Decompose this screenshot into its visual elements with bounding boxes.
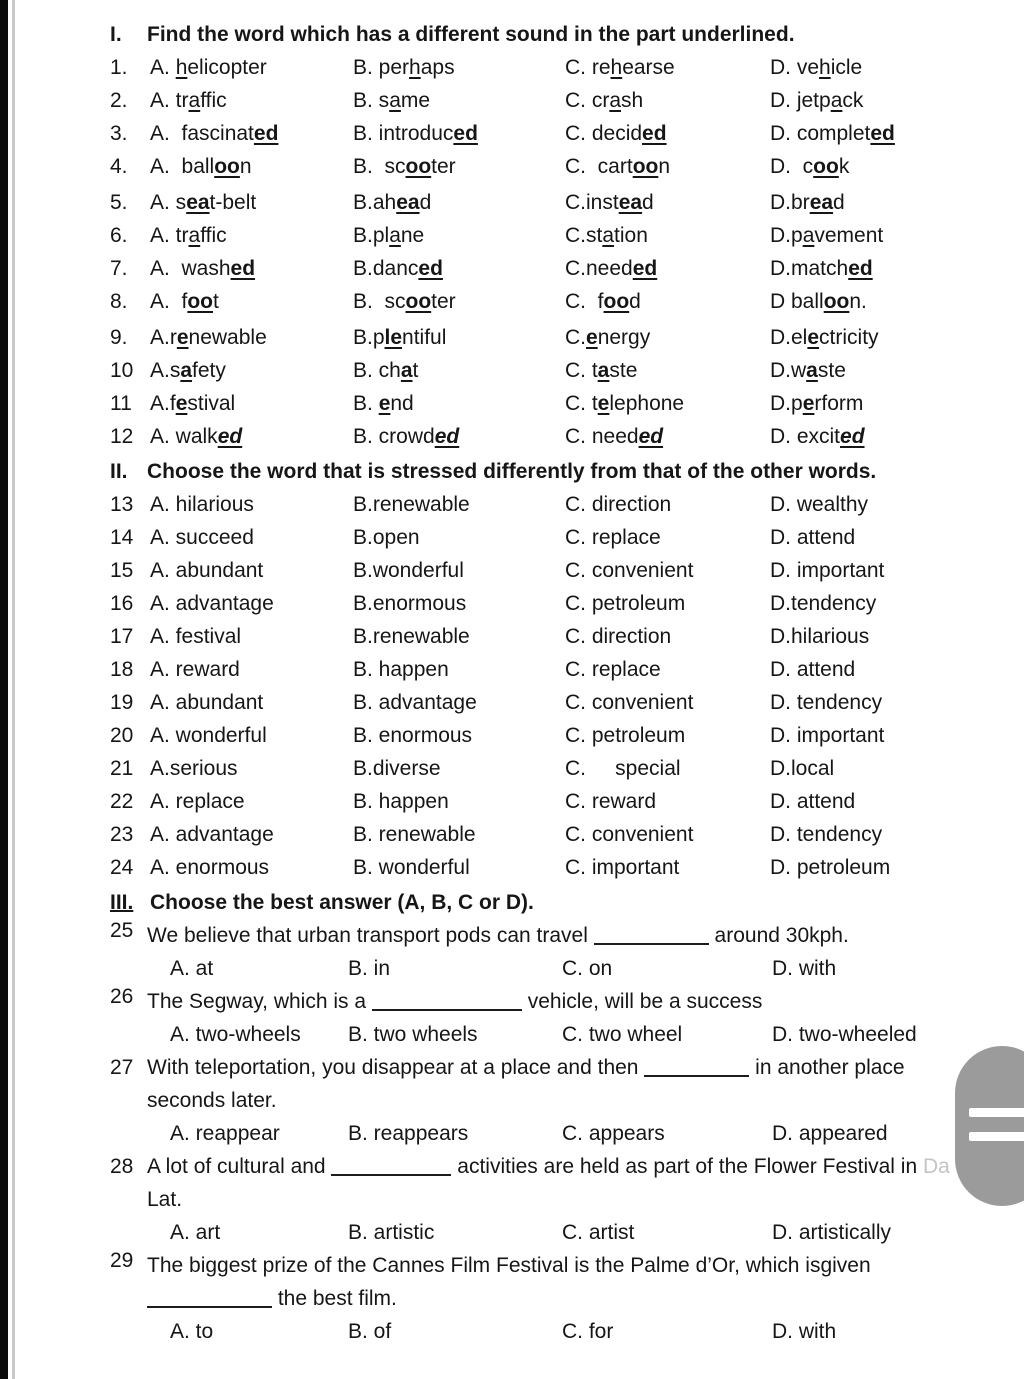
- answer-option: D. tendency: [770, 823, 883, 846]
- answer-option: A. two-wheels: [170, 1023, 301, 1046]
- answer-option: A. balloon: [150, 155, 252, 178]
- answer-option: C. needed: [565, 425, 664, 448]
- answer-blank: [372, 989, 522, 1011]
- answer-option: D. tendency: [770, 691, 883, 714]
- answer-option: B.wonderful: [353, 559, 464, 582]
- stress-question-row: [110, 653, 982, 686]
- answer-option: B. renewable: [353, 823, 476, 846]
- scan-left-edge: [0, 0, 8, 1379]
- answer-option: C. taste: [565, 359, 638, 382]
- question-number: 13: [110, 493, 134, 516]
- mcq-options-row: [110, 1315, 982, 1348]
- stress-question-row: [110, 620, 982, 653]
- mcq-question: [110, 1051, 982, 1117]
- answer-option: B.diverse: [353, 757, 441, 780]
- question-number: 18: [110, 658, 134, 681]
- question-number: 25: [110, 919, 134, 942]
- answer-option: D. with: [772, 1320, 837, 1343]
- underlined-part: a: [180, 359, 193, 382]
- worksheet-content: [110, 18, 982, 1348]
- answer-option: D.perform: [770, 392, 864, 415]
- answer-option: B. perhaps: [353, 56, 455, 79]
- stress-question-row: [110, 587, 982, 620]
- question-number: 19: [110, 691, 134, 714]
- answer-option: D. completed: [770, 122, 895, 145]
- section-3-header: [110, 886, 982, 919]
- mcq-options-row: [110, 1117, 982, 1150]
- answer-option: C. replace: [565, 526, 661, 549]
- answer-option: A. enormous: [150, 856, 270, 879]
- underlined-part: oo: [187, 290, 214, 313]
- answer-option: B. scooter: [353, 155, 456, 178]
- section-3-questions: [110, 919, 982, 1348]
- question-number: 15: [110, 559, 134, 582]
- underlined-part: h: [819, 56, 831, 79]
- sound-question-row: [110, 219, 982, 252]
- answer-option: D.electricity: [770, 326, 879, 349]
- answer-option: B. end: [353, 392, 414, 415]
- underlined-part: ea: [809, 191, 834, 214]
- question-number: 28: [110, 1155, 134, 1178]
- answer-option: C. replace: [565, 658, 661, 681]
- sound-question-row: [110, 252, 982, 285]
- answer-option: A. walked: [150, 425, 243, 448]
- underlined-part: ed: [642, 122, 667, 145]
- underlined-part: a: [400, 359, 413, 382]
- underlined-part: ed: [434, 425, 460, 448]
- answer-option: A. seat-belt: [150, 191, 257, 214]
- question-number: 20: [110, 724, 134, 747]
- underlined-part: ed: [453, 122, 478, 145]
- answer-option: A. abundant: [150, 691, 264, 714]
- underlined-part: e: [802, 392, 815, 415]
- underlined-part: ea: [186, 191, 210, 214]
- answer-option: A.renewable: [150, 326, 267, 349]
- underlined-part: a: [188, 89, 201, 112]
- sound-question-row: [110, 117, 982, 150]
- answer-option: A. art: [170, 1221, 221, 1244]
- sound-question-row: [110, 285, 982, 318]
- answer-option: B.plentiful: [353, 326, 447, 349]
- page-edge-line: [12, 0, 15, 1379]
- underlined-part: a: [602, 224, 615, 247]
- underlined-part: ea: [618, 191, 643, 214]
- answer-option: D.tendency: [770, 592, 877, 615]
- underlined-part: e: [597, 392, 610, 415]
- answer-option: A. to: [170, 1320, 214, 1343]
- question-number: 27: [110, 1056, 134, 1079]
- answer-option: C. convenient: [565, 559, 694, 582]
- answer-option: B.enormous: [353, 592, 467, 615]
- question-number: 26: [110, 985, 134, 1008]
- answer-option: D. wealthy: [770, 493, 869, 516]
- answer-option: D. with: [772, 957, 837, 980]
- answer-option: C.energy: [565, 326, 651, 349]
- underlined-part: ed: [253, 122, 279, 145]
- answer-option: D.pavement: [770, 224, 884, 247]
- section-3-number: III.: [110, 891, 134, 914]
- question-number: 24: [110, 856, 134, 879]
- question-number: 9.: [110, 326, 128, 349]
- answer-option: B. introduced: [353, 122, 478, 145]
- underlined-part: oo: [214, 155, 240, 178]
- answer-option: C.needed: [565, 257, 658, 280]
- answer-blank: [644, 1055, 749, 1077]
- answer-option: C. special: [565, 757, 681, 780]
- answer-option: D.waste: [770, 359, 846, 382]
- answer-option: C. important: [565, 856, 680, 879]
- sound-question-row: [110, 186, 982, 219]
- question-number: 17: [110, 625, 134, 648]
- answer-option: B.plane: [353, 224, 425, 247]
- answer-option: C. convenient: [565, 691, 694, 714]
- underlined-part: a: [389, 89, 401, 112]
- answer-option: B.open: [353, 526, 420, 549]
- question-number: 16: [110, 592, 134, 615]
- question-number: 14: [110, 526, 134, 549]
- answer-option: D. important: [770, 559, 885, 582]
- underlined-part: ed: [848, 257, 873, 280]
- answer-option: A.festival: [150, 392, 236, 415]
- answer-option: A. reward: [150, 658, 240, 681]
- mcq-options-row: [110, 952, 982, 985]
- answer-option: B. crowded: [353, 425, 460, 448]
- sound-question-row: [110, 150, 982, 183]
- answer-option: B. enormous: [353, 724, 473, 747]
- answer-option: B. advantage: [353, 691, 477, 714]
- question-number: 23: [110, 823, 134, 846]
- underlined-part: a: [830, 89, 843, 112]
- question-text: With teleportation, you disappear at a place and then in another place seconds later.: [147, 1056, 905, 1112]
- answer-blank: [147, 1286, 272, 1308]
- sound-question-row: [110, 420, 982, 453]
- answer-option: D. important: [770, 724, 885, 747]
- answer-option: B. artistic: [348, 1221, 435, 1244]
- stress-question-row: [110, 719, 982, 752]
- answer-option: B. in: [348, 957, 391, 980]
- underlined-part: a: [609, 89, 622, 112]
- stress-question-row: [110, 785, 982, 818]
- underlined-part: ed: [638, 425, 664, 448]
- stress-question-row: [110, 851, 982, 884]
- answer-option: B. of: [348, 1320, 392, 1343]
- mcq-question: [110, 919, 982, 952]
- question-text: We believe that urban transport pods can travel around 30kph.: [147, 924, 849, 947]
- underlined-part: ed: [230, 257, 256, 280]
- answer-option: B. happen: [353, 658, 449, 681]
- answer-option: D.hilarious: [770, 625, 870, 648]
- section-1-header: [110, 18, 982, 51]
- question-number: 1.: [110, 56, 128, 79]
- answer-option: C.station: [565, 224, 648, 247]
- answer-option: A. festival: [150, 625, 242, 648]
- answer-option: C. two wheel: [562, 1023, 683, 1046]
- underlined-part: ed: [870, 122, 895, 145]
- question-number: 4.: [110, 155, 128, 178]
- answer-option: D. petroleum: [770, 856, 891, 879]
- stress-question-row: [110, 752, 982, 785]
- answer-option: C. petroleum: [565, 724, 686, 747]
- stress-question-row: [110, 521, 982, 554]
- answer-option: A. at: [170, 957, 214, 980]
- answer-option: B.ahead: [353, 191, 432, 214]
- mcq-options-row: [110, 1216, 982, 1249]
- underlined-part: ed: [418, 257, 443, 280]
- sound-question-row: [110, 354, 982, 387]
- underlined-part: h: [610, 56, 623, 79]
- answer-option: C. decided: [565, 122, 667, 145]
- answer-option: C. rehearse: [565, 56, 675, 79]
- answer-option: A. abundant: [150, 559, 264, 582]
- answer-option: C. direction: [565, 625, 672, 648]
- overlapped-text: Da: [923, 1155, 950, 1178]
- stress-question-row: [110, 488, 982, 521]
- answer-option: A. foot: [150, 290, 219, 313]
- underlined-part: a: [802, 224, 815, 247]
- answer-option: D. two-wheeled: [772, 1023, 917, 1046]
- answer-option: A. succeed: [150, 526, 254, 549]
- answer-option: C. cartoon: [565, 155, 671, 178]
- underlined-part: a: [188, 224, 201, 247]
- answer-option: A. washed: [150, 257, 256, 280]
- answer-option: B.danced: [353, 257, 443, 280]
- underlined-part: le: [384, 326, 403, 349]
- underlined-part: ed: [217, 425, 243, 448]
- section-1-rows: [110, 51, 982, 453]
- answer-option: D. appeared: [772, 1122, 888, 1145]
- answer-option: C. on: [562, 957, 613, 980]
- underlined-part: oo: [405, 290, 432, 313]
- section-2-number: II.: [110, 460, 128, 483]
- stress-question-row: [110, 554, 982, 587]
- underlined-part: a: [597, 359, 610, 382]
- answer-option: C. convenient: [565, 823, 694, 846]
- section-3-title: Choose the best answer (A, B, C or D).: [150, 891, 534, 914]
- mcq-question: [110, 985, 982, 1018]
- answer-option: B. wonderful: [353, 856, 470, 879]
- answer-blank: [331, 1154, 451, 1176]
- question-number: 22: [110, 790, 134, 813]
- section-2-title: Choose the word that is stressed differently from that of the other words.: [147, 460, 877, 483]
- answer-option: D. cook: [770, 155, 850, 178]
- answer-option: C. artist: [562, 1221, 635, 1244]
- question-number: 21: [110, 757, 134, 780]
- answer-option: B.renewable: [353, 493, 470, 516]
- answer-option: A. fascinated: [150, 122, 279, 145]
- answer-option: D. artistically: [772, 1221, 892, 1244]
- answer-option: A. reappear: [170, 1122, 280, 1145]
- answer-option: B. reappears: [348, 1122, 469, 1145]
- underlined-part: ed: [840, 425, 865, 448]
- answer-option: A. helicopter: [150, 56, 267, 79]
- answer-option: C. petroleum: [565, 592, 686, 615]
- underlined-part: e: [807, 326, 820, 349]
- underlined-part: e: [176, 326, 189, 349]
- question-number: 8.: [110, 290, 128, 313]
- question-text: The Segway, which is a vehicle, will be a success: [147, 990, 763, 1013]
- answer-option: D.local: [770, 757, 835, 780]
- answer-option: A. traffic: [150, 89, 227, 112]
- answer-option: C. food: [565, 290, 641, 313]
- section-1-title: Find the word which has a different sound in the part underlined.: [147, 23, 795, 46]
- underlined-part: ed: [632, 257, 658, 280]
- answer-option: D.bread: [770, 191, 845, 214]
- answer-option: A. wonderful: [150, 724, 267, 747]
- sound-question-row: [110, 84, 982, 117]
- underlined-part: oo: [813, 155, 839, 178]
- answer-option: D. vehicle: [770, 56, 863, 79]
- answer-blank: [594, 923, 709, 945]
- answer-option: C. telephone: [565, 392, 685, 415]
- question-number: 12: [110, 425, 134, 448]
- answer-option: D.matched: [770, 257, 873, 280]
- answer-option: B. same: [353, 89, 431, 112]
- answer-option: A.safety: [150, 359, 226, 382]
- answer-option: A. advantage: [150, 592, 274, 615]
- sound-question-row: [110, 321, 982, 354]
- underlined-part: e: [586, 326, 598, 349]
- answer-option: B. happen: [353, 790, 449, 813]
- sound-question-row: [110, 51, 982, 84]
- underlined-part: oo: [823, 290, 850, 313]
- mcq-options-row: [110, 1018, 982, 1051]
- underlined-part: oo: [632, 155, 659, 178]
- answer-option: D balloon.: [770, 290, 867, 313]
- question-number: 6.: [110, 224, 128, 247]
- section-1-number: I.: [110, 23, 122, 46]
- answer-option: A. hilarious: [150, 493, 254, 516]
- answer-option: C. direction: [565, 493, 672, 516]
- answer-option: D. attend: [770, 658, 856, 681]
- answer-option: B. chat: [353, 359, 419, 382]
- underlined-part: h: [409, 56, 421, 79]
- question-number: 10: [110, 359, 134, 382]
- answer-option: B. two wheels: [348, 1023, 478, 1046]
- answer-option: A. replace: [150, 790, 245, 813]
- sound-question-row: [110, 387, 982, 420]
- underlined-part: e: [175, 392, 188, 415]
- answer-option: A. traffic: [150, 224, 227, 247]
- answer-option: B. scooter: [353, 290, 456, 313]
- answer-option: C. crash: [565, 89, 644, 112]
- question-number: 29: [110, 1249, 134, 1272]
- underlined-part: e: [378, 392, 391, 415]
- answer-option: D. attend: [770, 526, 856, 549]
- answer-option: C. for: [562, 1320, 614, 1343]
- stress-question-row: [110, 686, 982, 719]
- mcq-question: [110, 1150, 982, 1216]
- question-number: 11: [110, 392, 132, 415]
- answer-option: D. jetpack: [770, 89, 864, 112]
- question-text: A lot of cultural and activities are held as part of the Flower Festival in Da Lat.: [147, 1155, 950, 1211]
- question-number: 7.: [110, 257, 128, 280]
- underlined-part: a: [806, 359, 818, 382]
- answer-option: C. appears: [562, 1122, 665, 1145]
- answer-option: B.renewable: [353, 625, 470, 648]
- underlined-part: ea: [396, 191, 420, 214]
- mcq-question: [110, 1249, 982, 1315]
- section-2-rows: [110, 488, 982, 884]
- section-2-header: [110, 455, 982, 488]
- stress-question-row: [110, 818, 982, 851]
- answer-option: C.instead: [565, 191, 654, 214]
- underlined-part: h: [175, 56, 188, 79]
- answer-option: A.serious: [150, 757, 238, 780]
- underlined-part: oo: [603, 290, 630, 313]
- underlined-part: oo: [405, 155, 432, 178]
- question-text: The biggest prize of the Cannes Film Festival is the Palme d’Or, which isgiven the best film.: [147, 1254, 871, 1310]
- underlined-part: a: [389, 224, 401, 247]
- answer-option: D. excited: [770, 425, 865, 448]
- question-number: 2.: [110, 89, 128, 112]
- answer-option: D. attend: [770, 790, 856, 813]
- answer-option: C. reward: [565, 790, 657, 813]
- question-number: 5.: [110, 191, 128, 214]
- answer-option: A. advantage: [150, 823, 274, 846]
- question-number: 3.: [110, 122, 128, 145]
